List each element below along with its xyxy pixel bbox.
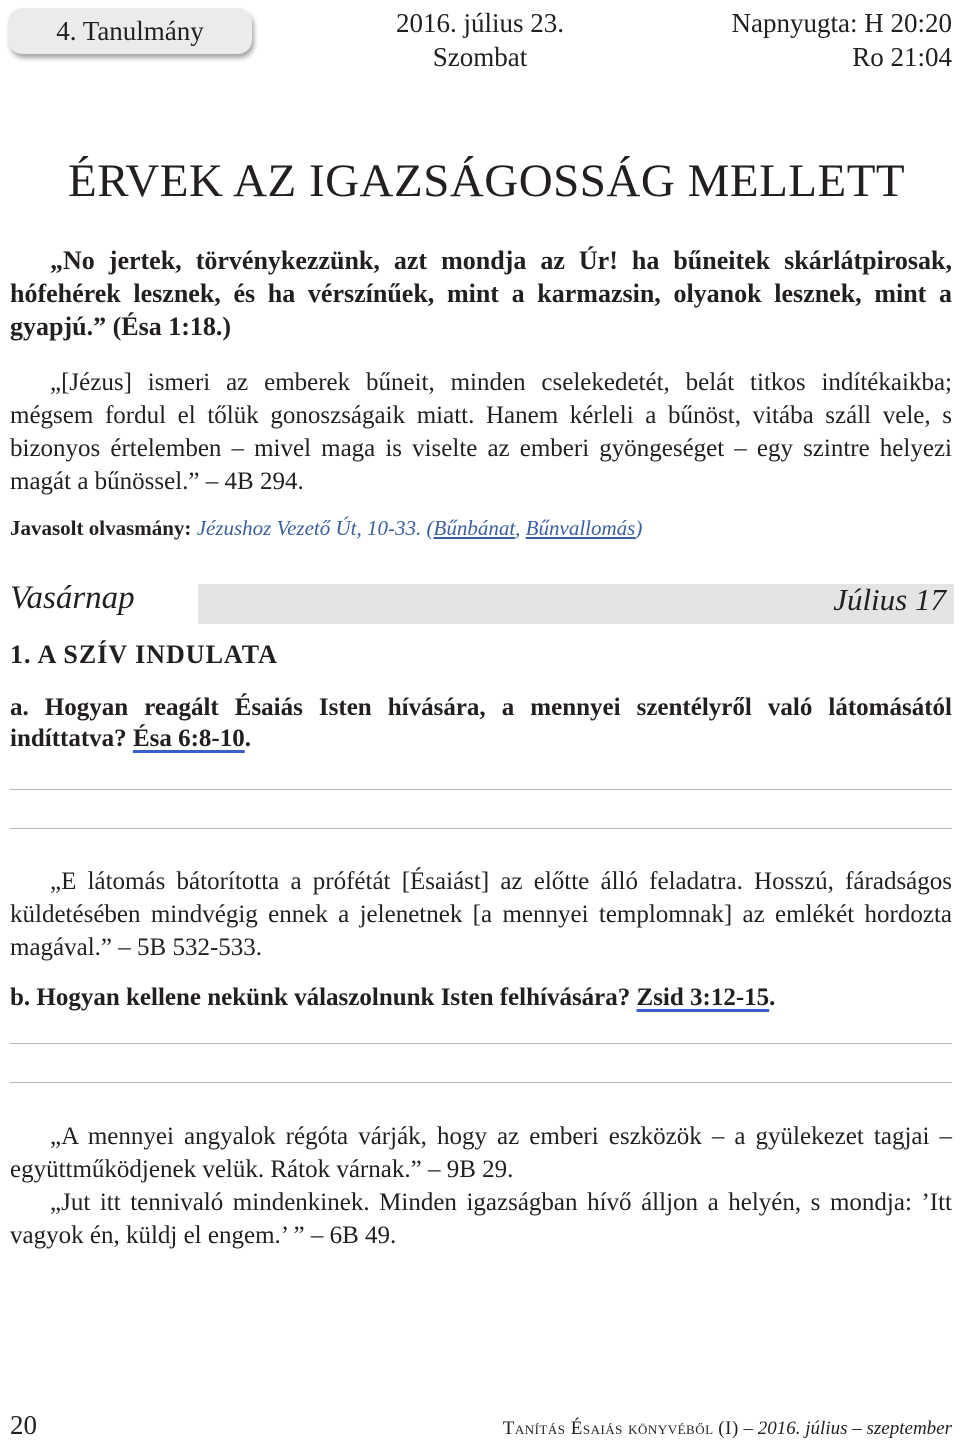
intro-quote: „[Jézus] ismeri az emberek bűneit, minden cselekedetét, belát titkos indítékaikba; mégsem fordul el tőlük gonoszságaik miatt. Hanem kérleli a bűnöst, vitába száll vele, s bizonyos értelemben – mivel maga is viselte az emberi gyöngeséget – egy szintre helyezi magát a bűnössel.” – 4B 294. <box>10 369 952 495</box>
page-title: ÉRVEK AZ IGAZSÁGOSSÁG MELLETT <box>68 155 906 207</box>
date-line: 2016. július 23. <box>395 8 564 38</box>
running-footer <box>503 1418 952 1440</box>
memory-verse: „No jertek, törvénykezzünk, azt mondja az Úr! ha bűneitek skárlátpirosak, hófehérek lesznek, és ha vérszínűek, mint a karmazsin, olyanok lesznek, mint a gyapjú.” (Ésa 1:18.) <box>10 246 952 341</box>
weekday-line: Szombat <box>432 42 528 72</box>
lesson-tab-label: 4. Tanulmány <box>56 15 204 46</box>
footer-book-title: Tanítás Ésaiás könyvéből <box>502 1418 714 1439</box>
lesson-date <box>330 6 630 74</box>
question-a-reference[interactable]: Ésa 6:8-10 <box>132 725 245 752</box>
quote-b2: „Jut itt tennivaló mindenkinek. Minden igazságban hívő álljon a helyén, s mondja: ’Itt vagyok én, küldj el engem.’ ” – 6B 49. <box>10 1189 952 1249</box>
day-name: Vasárnap <box>10 580 135 616</box>
question-b-period: . <box>769 984 776 1011</box>
question-a-text: a. Hogyan reagált Ésaiás Isten hívására, a mennyei szentélyről való látomásától indíttatva? <box>10 694 952 752</box>
reading-label: Javasolt olvasmány: <box>10 516 192 540</box>
suggested-reading <box>10 516 642 541</box>
question-b-reference[interactable]: Zsid 3:12-15 <box>636 984 770 1011</box>
reading-link-repentance[interactable]: Bűnbánat <box>433 516 516 540</box>
question-b-text: b. Hogyan kellene nekünk válaszolnunk Isten felhívására? <box>10 984 631 1011</box>
page-number: 20 <box>10 1410 37 1440</box>
answer-line <box>10 828 952 829</box>
reading-link-confession[interactable]: Bűnvallomás <box>525 516 636 540</box>
reading-book: Jézushoz Vezető Út, 10-33. <box>196 516 422 540</box>
answer-line <box>10 1043 952 1044</box>
reading-close-paren: ) <box>635 516 643 540</box>
reading-separator: , <box>515 516 526 540</box>
reading-open-paren: ( <box>426 516 434 540</box>
question-b <box>10 982 952 1013</box>
quote-a: „E látomás bátorította a prófétát [Ésaiást] az előtte álló feladatra. Hosszú, fáradságos küldetésében mindvégig ennek a jelenetnek [a mennyei templomnak] az emlékét hordozta magával.” – 5B 532-533. <box>10 868 952 961</box>
footer-dash: – <box>738 1418 758 1439</box>
sunset-ro: Ro 21:04 <box>852 42 952 72</box>
day-date: Július 17 <box>833 582 946 617</box>
answer-line <box>10 1082 952 1083</box>
footer-period: 2016. július – szeptember <box>757 1418 952 1439</box>
quote-b1: „A mennyei angyalok régóta várják, hogy az emberi eszközök – a gyülekezet tagjai – együttműködjenek velük. Rátok várnak.” – 9B 29. <box>10 1123 952 1183</box>
footer-part: (I) <box>718 1418 739 1439</box>
question-a-period: . <box>244 725 251 752</box>
lesson-tab <box>8 8 252 54</box>
question-a <box>10 692 952 754</box>
answer-line <box>10 789 952 790</box>
sunset-times <box>732 6 952 74</box>
section-heading: 1. A SZÍV INDULATA <box>10 640 278 669</box>
sunset-hu: Napnyugta: H 20:20 <box>731 8 952 38</box>
